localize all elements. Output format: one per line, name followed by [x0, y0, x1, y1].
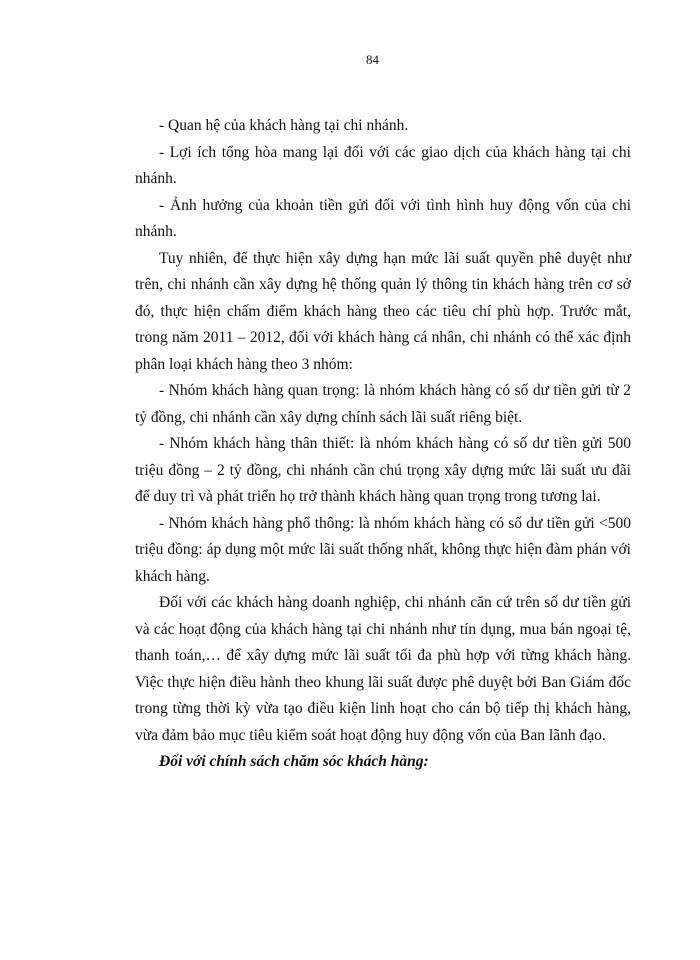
body-text [135, 113, 631, 776]
bullet-loyal-customers: - Nhóm khách hàng thân thiết: là nhóm khách hàng có số dư tiền gửi 500 triệu đồng – 2 tỷ đồng, chi nhánh cần chú trọng xây dựng mức lãi suất ưu đãi để duy trì và phát triển họ trở thành khách hàng quan trọng trong tương lai. [135, 435, 631, 505]
bullet-customer-relationship: - Quan hệ của khách hàng tại chi nhánh. [159, 117, 409, 134]
bullet-regular-customers: - Nhóm khách hàng phổ thông: là nhóm khách hàng có số dư tiền gửi <500 triệu đồng: áp dụng một mức lãi suất thống nhất, không thực hiện đàm phán với khách hàng. [135, 514, 631, 585]
bullet-important-customers: - Nhóm khách hàng quan trọng: là nhóm khách hàng có số dư tiền gửi từ 2 tỷ đồng, chi nhánh cần xây dựng chính sách lãi suất riêng biệt. [135, 382, 631, 426]
section-heading: Đối với chính sách chăm sóc khách hàng: [159, 753, 429, 770]
paragraph-customer-classification: Tuy nhiên, để thực hiện xây dựng hạn mức lãi suất quyền phê duyệt như trên, chi nhánh cần xây dựng hệ thống quản lý thông tin khách hàng trên cơ sở đó, thực hiện chấm điểm khách hàng theo các tiêu chí phù hợp. Trước mắt, trong năm 2011 – 2012, đối với khách hàng cá nhân, chi nhánh có thể xác định phân loại khách hàng theo 3 nhóm: [135, 249, 631, 373]
paragraph-corporate-customers: Đối với các khách hàng doanh nghiệp, chi nhánh căn cứ trên số dư tiền gửi và các hoạt động của khách hàng tại chi nhánh như tín dụng, mua bán ngoại tệ, thanh toán,… để xây dựng mức lãi suất tối đa phù hợp với từng khách hàng. Việc thực hiện điều hành theo khung lãi suất được phê duyệt bởi Ban Giám đốc trong từng thời kỳ vừa tạo điều kiện linh hoạt cho cán bộ tiếp thị khách hàng, vừa đảm bảo mục tiêu kiểm soát hoạt động huy động vốn của Ban lãnh đạo. [135, 594, 631, 744]
bullet-deposit-impact: - Ảnh hưởng của khoản tiền gửi đối với tình hình huy động vốn của chi nhánh. [135, 196, 631, 240]
bullet-overall-benefit: - Lợi ích tổng hòa mang lại đối với các giao dịch của khách hàng tại chi nhánh. [135, 143, 631, 187]
page-number: 84 [366, 52, 379, 67]
